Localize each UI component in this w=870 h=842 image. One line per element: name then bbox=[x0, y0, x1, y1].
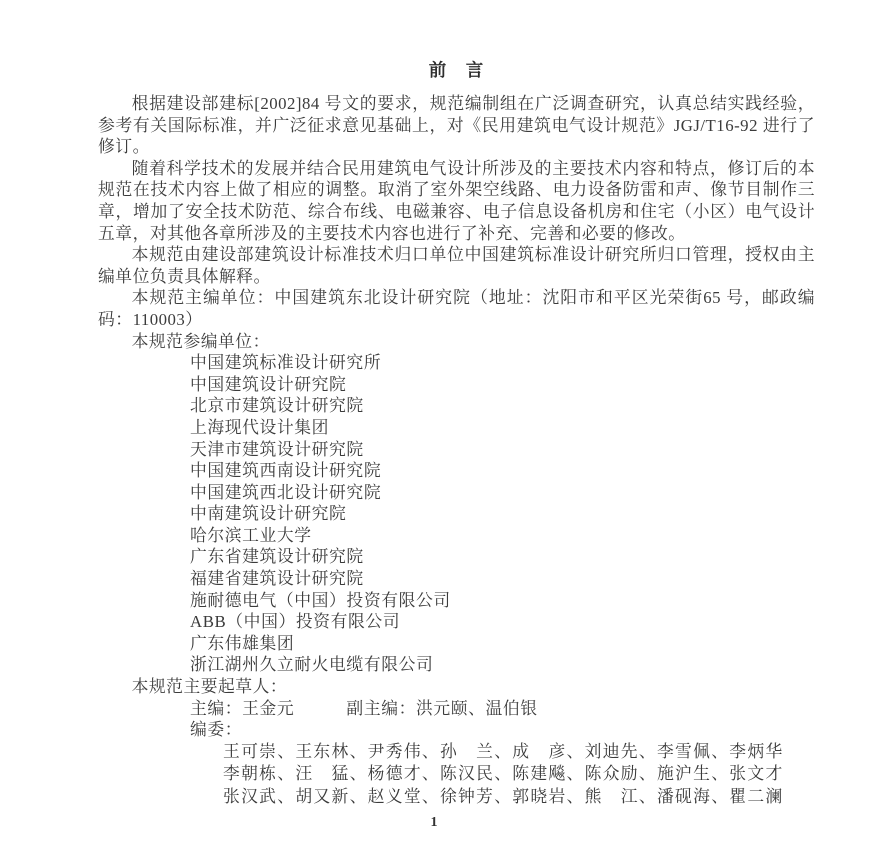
committee-names-row: 李朝栋、汪 猛、杨德才、陈汉民、陈建飚、陈众励、施沪生、张文才 bbox=[223, 764, 784, 784]
institution-item: 中国建筑西南设计研究院 bbox=[190, 461, 382, 481]
institution-item: 天津市建筑设计研究院 bbox=[190, 439, 364, 459]
institution-item: 北京市建筑设计研究院 bbox=[190, 396, 364, 416]
drafters-label: 本规范主要起草人： bbox=[131, 677, 288, 697]
chief-editors-line: 主编：王金元 副主编：洪元颐、温伯银 bbox=[190, 698, 538, 718]
institution-item: ABB（中国）投资有限公司 bbox=[190, 612, 401, 632]
institution-item: 广东伟雄集团 bbox=[190, 633, 295, 653]
paragraph-management: 本规范由建设部建筑设计标准技术归口单位中国建筑标准设计研究所归口管理，授权由主编单位负责具体解释。 bbox=[98, 245, 815, 286]
institution-item: 上海现代设计集团 bbox=[190, 417, 330, 437]
paragraph-revision-scope: 随着科学技术的发展并结合民用建筑电气设计所涉及的主要技术内容和特点，修订后的本规范在技术内容上做了相应的调整。取消了室外架空线路、电力设备防雷和声、像节目制作三章，增加了安全技术防范、综合布线、电磁兼容、电子信息设备机房和住宅（小区）电气设计五章，对其他各章所涉及的主要技术内容也进行了补充、完善和必要的修改。 bbox=[98, 158, 815, 243]
document-title: 前 言 bbox=[428, 60, 485, 80]
institution-item: 中南建筑设计研究院 bbox=[190, 504, 347, 524]
institution-item: 浙江湖州久立耐火电缆有限公司 bbox=[190, 655, 434, 675]
institution-list bbox=[98, 352, 815, 676]
coeditors-label: 本规范参编单位： bbox=[131, 331, 270, 351]
institution-item: 福建省建筑设计研究院 bbox=[190, 569, 364, 589]
committee-label: 编委： bbox=[190, 720, 243, 740]
paragraph-chief-editing-unit: 本规范主编单位：中国建筑东北设计研究院（地址：沈阳市和平区光荣街65 号，邮政编码：110003） bbox=[98, 288, 815, 329]
institution-item: 中国建筑西北设计研究院 bbox=[190, 482, 382, 502]
paragraph-basis: 根据建设部建标[2002]84 号文的要求，规范编制组在广泛调查研究，认真总结实践经验，参考有关国际标准，并广泛征求意见基础上，对《民用建筑电气设计规范》JGJ/T16-92 进行了修订。 bbox=[98, 94, 815, 157]
institution-item: 施耐德电气（中国）投资有限公司 bbox=[190, 590, 451, 610]
institution-item: 中国建筑标准设计研究所 bbox=[190, 353, 382, 373]
committee-names-row: 王可崇、王东林、尹秀伟、孙 兰、成 彦、刘迪先、李雪佩、李炳华 bbox=[223, 741, 784, 761]
institution-item: 广东省建筑设计研究院 bbox=[190, 547, 364, 567]
institution-item: 哈尔滨工业大学 bbox=[190, 525, 312, 545]
page-number: 1 bbox=[430, 815, 438, 831]
institution-item: 中国建筑设计研究院 bbox=[190, 374, 347, 394]
committee-names-row: 张汉武、胡又新、赵义堂、徐钟芳、郭晓岩、熊 江、潘砚海、瞿二澜 bbox=[223, 786, 784, 806]
